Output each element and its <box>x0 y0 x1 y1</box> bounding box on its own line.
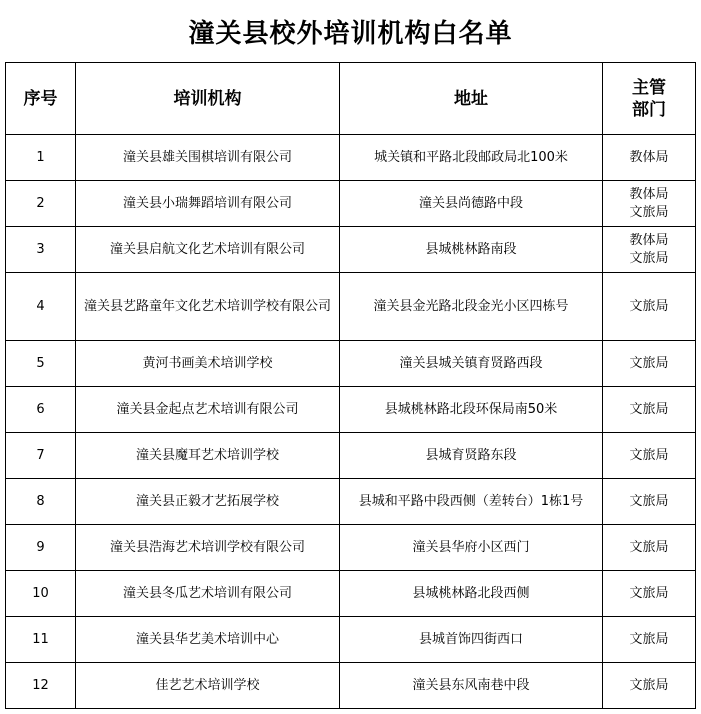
table-header-row <box>6 63 696 135</box>
table-row <box>6 273 696 341</box>
department-name: 文旅局 <box>629 355 669 371</box>
cell-serial-number: 11 <box>6 617 76 663</box>
cell-department <box>603 181 696 227</box>
cell-institution: 佳艺艺术培训学校 <box>76 663 340 709</box>
cell-address: 县城桃林路北段环保局南50米 <box>340 387 603 433</box>
cell-serial-number: 9 <box>6 525 76 571</box>
cell-serial-number: 12 <box>6 663 76 709</box>
cell-address: 潼关县东风南巷中段 <box>340 663 603 709</box>
cell-address: 潼关县尚德路中段 <box>340 181 603 227</box>
header-department <box>603 63 696 135</box>
whitelist-table <box>5 62 696 709</box>
cell-address: 县城育贤路东段 <box>340 433 603 479</box>
cell-department <box>603 663 696 709</box>
department-name: 文旅局 <box>629 204 669 220</box>
table-row <box>6 227 696 273</box>
cell-serial-number: 5 <box>6 341 76 387</box>
department-name: 文旅局 <box>629 585 669 601</box>
header-department-line-1: 主管 <box>632 77 666 98</box>
cell-serial-number: 10 <box>6 571 76 617</box>
cell-address: 县城桃林路北段西侧 <box>340 571 603 617</box>
cell-institution: 潼关县金起点艺术培训有限公司 <box>76 387 340 433</box>
cell-institution: 潼关县冬瓜艺术培训有限公司 <box>76 571 340 617</box>
table-row <box>6 617 696 663</box>
department-name: 文旅局 <box>629 539 669 555</box>
cell-address: 县城和平路中段西侧（差转台）1栋1号 <box>340 479 603 525</box>
cell-institution: 潼关县小瑞舞蹈培训有限公司 <box>76 181 340 227</box>
header-institution: 培训机构 <box>76 63 340 135</box>
header-serial-number: 序号 <box>6 63 76 135</box>
cell-institution: 潼关县艺路童年文化艺术培训学校有限公司 <box>76 273 340 341</box>
table-row <box>6 387 696 433</box>
cell-department <box>603 617 696 663</box>
cell-serial-number: 6 <box>6 387 76 433</box>
cell-department <box>603 571 696 617</box>
header-address: 地址 <box>340 63 603 135</box>
cell-address: 县城首饰四街西口 <box>340 617 603 663</box>
department-name: 文旅局 <box>629 677 669 693</box>
cell-institution: 潼关县启航文化艺术培训有限公司 <box>76 227 340 273</box>
cell-institution: 潼关县正毅才艺拓展学校 <box>76 479 340 525</box>
cell-department <box>603 273 696 341</box>
cell-department <box>603 227 696 273</box>
cell-serial-number: 4 <box>6 273 76 341</box>
cell-department <box>603 341 696 387</box>
department-name: 文旅局 <box>629 447 669 463</box>
department-name: 教体局 <box>629 232 669 248</box>
cell-institution: 潼关县魔耳艺术培训学校 <box>76 433 340 479</box>
cell-serial-number: 8 <box>6 479 76 525</box>
cell-serial-number: 1 <box>6 135 76 181</box>
department-name: 教体局 <box>629 149 669 165</box>
table-row <box>6 479 696 525</box>
cell-address: 潼关县金光路北段金光小区四栋号 <box>340 273 603 341</box>
cell-department <box>603 525 696 571</box>
cell-serial-number: 7 <box>6 433 76 479</box>
table-body <box>6 135 696 709</box>
cell-institution: 黄河书画美术培训学校 <box>76 341 340 387</box>
cell-address: 县城桃林路南段 <box>340 227 603 273</box>
cell-address: 潼关县华府小区西门 <box>340 525 603 571</box>
table-row <box>6 341 696 387</box>
table-row <box>6 663 696 709</box>
cell-department <box>603 387 696 433</box>
cell-serial-number: 2 <box>6 181 76 227</box>
cell-department <box>603 479 696 525</box>
header-department-line-2: 部门 <box>632 99 666 120</box>
cell-department <box>603 135 696 181</box>
department-name: 教体局 <box>629 186 669 202</box>
department-name: 文旅局 <box>629 250 669 266</box>
cell-serial-number: 3 <box>6 227 76 273</box>
table-row <box>6 525 696 571</box>
department-name: 文旅局 <box>629 298 669 314</box>
cell-institution: 潼关县华艺美术培训中心 <box>76 617 340 663</box>
table-row <box>6 181 696 227</box>
department-name: 文旅局 <box>629 401 669 417</box>
cell-address: 潼关县城关镇育贤路西段 <box>340 341 603 387</box>
table-row <box>6 433 696 479</box>
department-name: 文旅局 <box>629 631 669 647</box>
cell-address: 城关镇和平路北段邮政局北100米 <box>340 135 603 181</box>
cell-institution: 潼关县浩海艺术培训学校有限公司 <box>76 525 340 571</box>
cell-department <box>603 433 696 479</box>
cell-institution: 潼关县雄关围棋培训有限公司 <box>76 135 340 181</box>
table-row <box>6 135 696 181</box>
department-name: 文旅局 <box>629 493 669 509</box>
page-title: 潼关县校外培训机构白名单 <box>188 18 513 49</box>
table-row <box>6 571 696 617</box>
